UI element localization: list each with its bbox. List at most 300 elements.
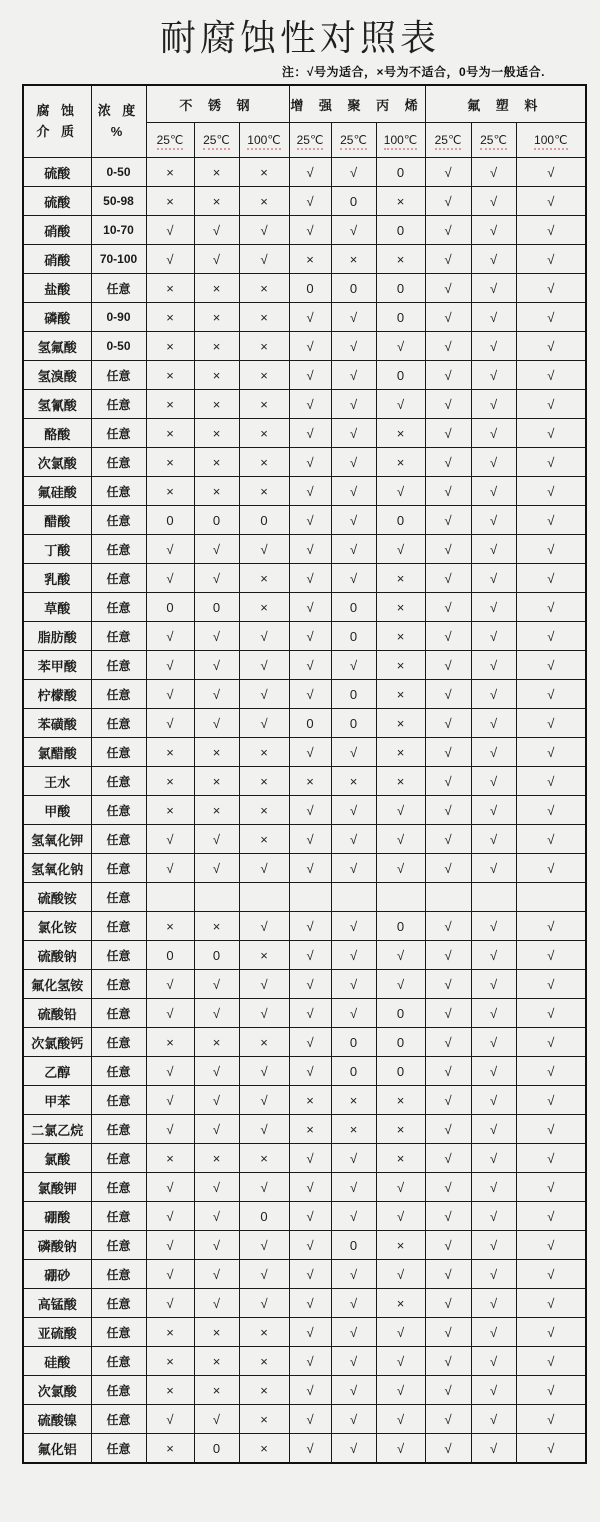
value-cell: √ [194,1405,239,1434]
value-cell: 0 [331,680,376,709]
concentration-cell: 任意 [91,1376,146,1405]
concentration-cell: 任意 [91,535,146,564]
table-row [23,1260,586,1289]
value-cell: √ [289,941,331,970]
value-cell: √ [425,1231,471,1260]
value-cell: √ [194,1115,239,1144]
value-cell: × [376,709,425,738]
value-cell: √ [471,651,516,680]
value-cell: √ [194,709,239,738]
value-cell: √ [289,303,331,332]
table-row [23,361,586,390]
value-cell: × [146,738,194,767]
value-cell: √ [239,970,289,999]
concentration-cell: 任意 [91,274,146,303]
value-cell: × [194,738,239,767]
value-cell: 0 [376,158,425,187]
concentration-cell: 任意 [91,738,146,767]
value-cell: √ [471,1405,516,1434]
value-cell: √ [425,622,471,651]
value-cell: √ [331,361,376,390]
table-row [23,1086,586,1115]
value-cell: √ [289,506,331,535]
value-cell: √ [239,216,289,245]
value-cell: √ [425,506,471,535]
value-cell: √ [425,535,471,564]
temp-label: 25℃ [297,133,324,150]
concentration-cell: 任意 [91,970,146,999]
value-cell: × [146,158,194,187]
value-cell: √ [471,216,516,245]
concentration-cell: 任意 [91,448,146,477]
value-cell: √ [289,1289,331,1318]
value-cell: 0 [376,303,425,332]
value-cell: 0 [194,1434,239,1464]
value-cell: √ [425,1057,471,1086]
value-cell: × [194,1347,239,1376]
value-cell: √ [471,245,516,274]
value-cell: √ [146,622,194,651]
value-cell: √ [194,1289,239,1318]
value-cell: √ [331,506,376,535]
value-cell: × [146,390,194,419]
value-cell: × [194,419,239,448]
value-cell: √ [194,970,239,999]
value-cell: √ [146,1202,194,1231]
value-cell: √ [376,332,425,361]
value-cell [289,883,331,912]
table-row [23,767,586,796]
value-cell: √ [471,564,516,593]
table-row [23,970,586,999]
value-cell: × [194,1144,239,1173]
value-cell: √ [331,738,376,767]
value-cell: × [239,332,289,361]
value-cell: √ [331,332,376,361]
value-cell [516,883,586,912]
value-cell: √ [289,535,331,564]
value-cell: √ [194,651,239,680]
value-cell: × [376,767,425,796]
value-cell: × [331,1115,376,1144]
value-cell: √ [471,1086,516,1115]
value-cell: √ [239,245,289,274]
value-cell: √ [516,564,586,593]
value-cell: × [239,825,289,854]
value-cell: × [146,1347,194,1376]
table-row [23,274,586,303]
value-cell [471,883,516,912]
value-cell: √ [471,390,516,419]
value-cell: × [194,187,239,216]
value-cell: × [239,796,289,825]
temp-header [146,123,194,158]
value-cell: × [146,1434,194,1464]
value-cell: √ [425,303,471,332]
medium-cell: 磷酸 [23,303,91,332]
table-row [23,303,586,332]
value-cell: √ [146,1289,194,1318]
value-cell: √ [471,767,516,796]
concentration-cell: 任意 [91,419,146,448]
value-cell: √ [425,1028,471,1057]
header-conc-line1: 浓 度 [97,102,140,118]
value-cell: √ [471,1289,516,1318]
value-cell: √ [331,941,376,970]
value-cell: × [146,448,194,477]
value-cell: √ [146,535,194,564]
value-cell: √ [376,390,425,419]
value-cell: √ [516,767,586,796]
medium-cell: 硫酸 [23,187,91,216]
value-cell: √ [289,564,331,593]
value-cell: √ [516,1057,586,1086]
medium-cell: 氯醋酸 [23,738,91,767]
value-cell: × [194,1028,239,1057]
table-row [23,1144,586,1173]
value-cell: √ [331,1434,376,1464]
value-cell: √ [425,245,471,274]
value-cell: √ [516,1231,586,1260]
value-cell: × [146,1144,194,1173]
value-cell: √ [289,448,331,477]
value-cell: √ [425,1202,471,1231]
medium-cell: 氢氰酸 [23,390,91,419]
concentration-cell: 任意 [91,1289,146,1318]
value-cell: √ [425,738,471,767]
concentration-cell: 任意 [91,854,146,883]
value-cell: √ [194,1231,239,1260]
value-cell: √ [516,854,586,883]
value-cell: √ [425,1347,471,1376]
value-cell: × [239,158,289,187]
value-cell: √ [425,1144,471,1173]
medium-cell: 硝酸 [23,216,91,245]
value-cell: √ [239,999,289,1028]
table-row [23,854,586,883]
value-cell: √ [331,1144,376,1173]
table-header [23,85,586,158]
value-cell: √ [425,187,471,216]
value-cell: √ [471,1115,516,1144]
value-cell: √ [194,854,239,883]
concentration-cell: 任意 [91,999,146,1028]
table-row [23,883,586,912]
value-cell: √ [239,912,289,941]
value-cell: √ [331,1289,376,1318]
value-cell: √ [425,361,471,390]
value-cell: √ [331,1376,376,1405]
value-cell: √ [289,999,331,1028]
value-cell: √ [376,1347,425,1376]
value-cell: × [146,1318,194,1347]
value-cell: √ [331,854,376,883]
value-cell: √ [331,999,376,1028]
value-cell: √ [516,390,586,419]
value-cell: 0 [289,709,331,738]
value-cell: √ [425,448,471,477]
value-cell: √ [516,448,586,477]
value-cell: √ [516,593,586,622]
medium-cell: 硼酸 [23,1202,91,1231]
value-cell: √ [331,1347,376,1376]
value-cell: √ [289,593,331,622]
value-cell: √ [516,1318,586,1347]
table-row [23,1347,586,1376]
value-cell: √ [425,912,471,941]
value-cell: √ [471,477,516,506]
table-row [23,709,586,738]
value-cell: × [194,390,239,419]
concentration-cell: 任意 [91,1434,146,1464]
value-cell: √ [516,303,586,332]
value-cell: √ [289,854,331,883]
value-cell: 0 [376,1028,425,1057]
value-cell: × [146,477,194,506]
header-conc-line2: % [110,123,127,139]
value-cell: √ [471,187,516,216]
concentration-cell: 任意 [91,1144,146,1173]
value-cell: √ [239,1289,289,1318]
temp-label: 25℃ [340,133,367,150]
value-cell: √ [194,1202,239,1231]
table-row [23,941,586,970]
concentration-cell: 任意 [91,1231,146,1260]
medium-cell: 氯酸 [23,1144,91,1173]
header-medium [23,85,91,158]
table-row [23,245,586,274]
medium-cell: 氟化铝 [23,1434,91,1464]
table-row [23,1405,586,1434]
value-cell: √ [146,1115,194,1144]
value-cell: √ [516,680,586,709]
table-row [23,622,586,651]
value-cell: √ [331,448,376,477]
value-cell: × [146,274,194,303]
value-cell: √ [289,1376,331,1405]
value-cell: × [239,1376,289,1405]
value-cell: √ [289,1347,331,1376]
value-cell: √ [331,825,376,854]
value-cell: √ [146,1086,194,1115]
medium-cell: 硝酸 [23,245,91,274]
medium-cell: 次氯酸钙 [23,1028,91,1057]
value-cell: √ [331,158,376,187]
value-cell: √ [289,1405,331,1434]
value-cell: × [239,187,289,216]
table-row [23,651,586,680]
medium-cell: 氯化铵 [23,912,91,941]
value-cell: × [146,361,194,390]
value-cell: √ [471,1347,516,1376]
value-cell: √ [146,245,194,274]
value-cell: 0 [194,593,239,622]
value-cell: √ [516,1086,586,1115]
value-cell: √ [146,680,194,709]
header-group-reinforced-pp: 增 强 聚 丙 烯 [289,85,425,123]
value-cell: √ [516,187,586,216]
value-cell: × [376,448,425,477]
value-cell: √ [516,999,586,1028]
value-cell: √ [331,535,376,564]
temp-header [289,123,331,158]
value-cell: √ [471,1144,516,1173]
value-cell: √ [376,1405,425,1434]
value-cell: √ [194,564,239,593]
value-cell: × [376,680,425,709]
medium-cell: 乳酸 [23,564,91,593]
value-cell: √ [146,825,194,854]
medium-cell: 甲苯 [23,1086,91,1115]
value-cell: √ [239,854,289,883]
value-cell: √ [289,187,331,216]
value-cell: √ [331,1318,376,1347]
concentration-cell: 任意 [91,390,146,419]
value-cell: × [376,1144,425,1173]
value-cell: √ [516,1115,586,1144]
medium-cell: 草酸 [23,593,91,622]
table-row [23,912,586,941]
table-row [23,593,586,622]
concentration-cell: 任意 [91,883,146,912]
table-row [23,187,586,216]
medium-cell: 磷酸钠 [23,1231,91,1260]
temp-label: 100℃ [384,133,418,150]
value-cell: 0 [239,1202,289,1231]
value-cell: √ [471,825,516,854]
value-cell: × [146,419,194,448]
value-cell: √ [239,651,289,680]
concentration-cell: 任意 [91,361,146,390]
value-cell: √ [146,651,194,680]
medium-cell: 氯酸钾 [23,1173,91,1202]
temp-header [194,123,239,158]
value-cell: √ [516,1260,586,1289]
medium-cell: 醋酸 [23,506,91,535]
value-cell: × [239,941,289,970]
value-cell: × [239,593,289,622]
medium-cell: 氢氧化钠 [23,854,91,883]
value-cell: × [239,767,289,796]
value-cell: 0 [376,361,425,390]
concentration-cell: 任意 [91,1202,146,1231]
value-cell: √ [471,419,516,448]
value-cell: √ [516,912,586,941]
value-cell: √ [146,1405,194,1434]
corrosion-table [22,84,587,1464]
value-cell: √ [146,216,194,245]
value-cell: √ [376,970,425,999]
value-cell: √ [146,854,194,883]
value-cell: × [194,767,239,796]
medium-cell: 王水 [23,767,91,796]
value-cell: √ [471,448,516,477]
table-row [23,506,586,535]
temp-header [425,123,471,158]
value-cell: √ [425,651,471,680]
value-cell: √ [376,1260,425,1289]
table-row [23,332,586,361]
value-cell: √ [376,796,425,825]
value-cell: √ [289,1434,331,1464]
header-group-stainless-steel: 不 锈 钢 [146,85,289,123]
value-cell: √ [425,854,471,883]
concentration-cell: 0-90 [91,303,146,332]
temp-header [239,123,289,158]
value-cell: √ [376,1434,425,1464]
value-cell: √ [516,622,586,651]
value-cell: √ [471,332,516,361]
value-cell: √ [376,941,425,970]
value-cell: × [146,912,194,941]
value-cell: √ [425,709,471,738]
value-cell: √ [425,216,471,245]
value-cell: × [239,1405,289,1434]
medium-cell: 柠檬酸 [23,680,91,709]
table-row [23,1318,586,1347]
value-cell: 0 [376,912,425,941]
value-cell: √ [146,1260,194,1289]
value-cell: √ [516,941,586,970]
medium-cell: 氢氧化钾 [23,825,91,854]
value-cell: √ [425,796,471,825]
value-cell: √ [471,680,516,709]
value-cell: √ [471,854,516,883]
value-cell: × [194,274,239,303]
value-cell: √ [194,216,239,245]
value-cell: 0 [331,1057,376,1086]
value-cell: √ [425,680,471,709]
value-cell [194,883,239,912]
medium-cell: 亚硫酸 [23,1318,91,1347]
header-group-fluoroplastic: 氟 塑 料 [425,85,586,123]
value-cell: √ [146,999,194,1028]
medium-cell: 酪酸 [23,419,91,448]
value-cell: × [239,1144,289,1173]
value-cell: √ [471,593,516,622]
value-cell: √ [289,651,331,680]
value-cell: √ [516,1376,586,1405]
value-cell: × [289,1086,331,1115]
temp-header [471,123,516,158]
value-cell: √ [516,361,586,390]
table-row [23,158,586,187]
value-cell [146,883,194,912]
value-cell: 0 [376,274,425,303]
value-cell: √ [516,738,586,767]
value-cell: √ [289,216,331,245]
value-cell: √ [425,970,471,999]
value-cell: √ [471,1260,516,1289]
value-cell: × [239,419,289,448]
medium-cell: 高锰酸 [23,1289,91,1318]
value-cell: √ [516,651,586,680]
temp-label: 25℃ [157,133,184,150]
value-cell: √ [516,506,586,535]
value-cell: √ [516,1434,586,1464]
header-medium-line1: 腐 蚀 [36,102,79,118]
value-cell: 0 [376,506,425,535]
table-row [23,1173,586,1202]
concentration-cell: 任意 [91,1318,146,1347]
table-row [23,796,586,825]
value-cell: √ [516,274,586,303]
value-cell: √ [471,1173,516,1202]
value-cell: √ [289,825,331,854]
concentration-cell: 任意 [91,651,146,680]
concentration-cell: 70-100 [91,245,146,274]
value-cell: √ [425,564,471,593]
